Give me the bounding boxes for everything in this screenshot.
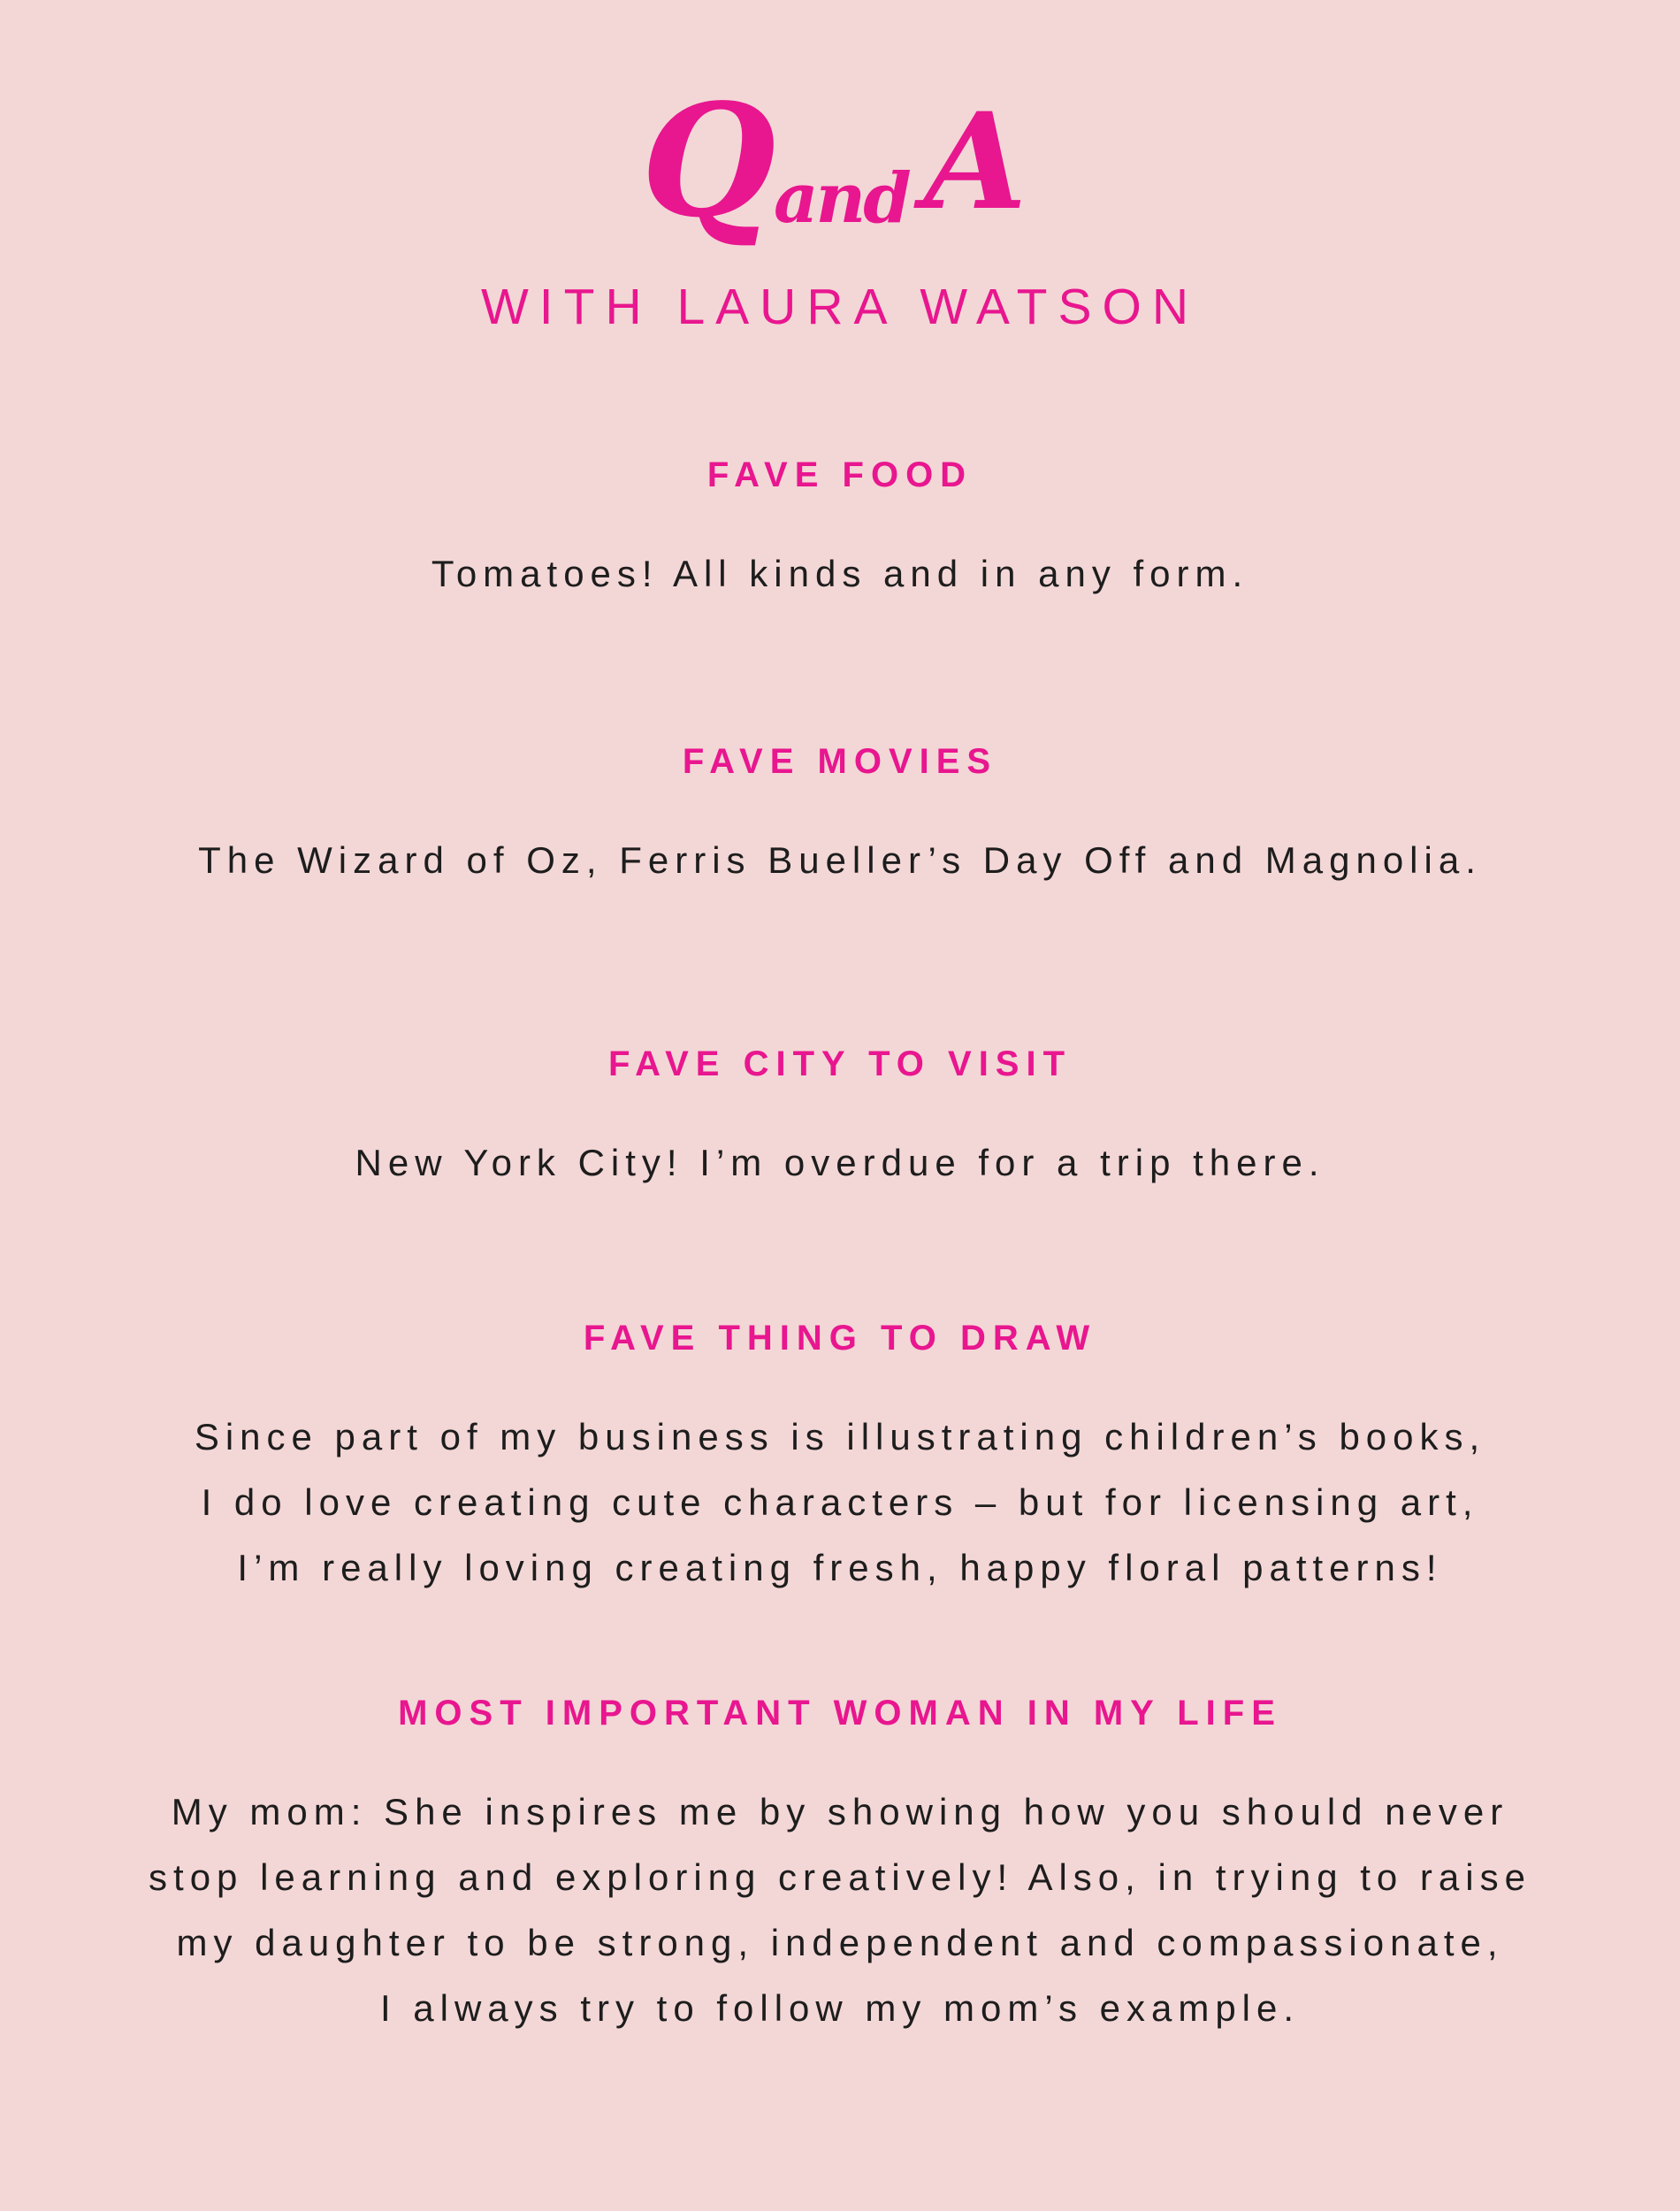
answer-line: New York City! I’m overdue for a trip there.: [355, 1142, 1325, 1183]
answer-text: [0, 1779, 1680, 2041]
answer-line: stop learning and exploring creatively! Also, in trying to raise: [149, 1856, 1531, 1898]
question-heading: FAVE FOOD: [706, 455, 974, 494]
question-heading: MOST IMPORTANT WOMAN IN MY LIFE: [398, 1694, 1282, 1733]
answer-line: My mom: She inspires me by showing how you should never: [171, 1791, 1509, 1832]
answer-text: [0, 828, 1680, 893]
answer-line: Since part of my business is illustrating children’s books,: [194, 1416, 1486, 1457]
qa-section-fave-movies: [0, 739, 1680, 893]
title-q: Q: [641, 71, 773, 252]
question-heading: FAVE MOVIES: [682, 742, 998, 781]
question-heading: FAVE THING TO DRAW: [583, 1319, 1097, 1358]
answer-line: The Wizard of Oz, Ferris Bueller’s Day Off and Magnolia.: [198, 839, 1482, 881]
answer-line: I always try to follow my mom’s example.: [379, 1987, 1301, 2029]
qa-section-fave-food: [0, 453, 1680, 607]
answer-line: I’m really loving creating fresh, happy floral patterns!: [237, 1547, 1443, 1588]
answer-text: [0, 1404, 1680, 1601]
title-a: A: [924, 84, 1027, 240]
qa-section-most-important-woman: [0, 1691, 1680, 2041]
answer-line: my daughter to be strong, independent and compassionate,: [176, 1922, 1504, 1963]
page-subtitle: WITH LAURA WATSON: [480, 279, 1200, 335]
title-and: and: [774, 158, 909, 239]
answer-line: I do love creating cute characters – but for licensing art,: [201, 1481, 1479, 1523]
qa-section-fave-thing-to-draw: [0, 1316, 1680, 1601]
answer-line: Tomatoes! All kinds and in any form.: [431, 553, 1249, 594]
question-heading: FAVE CITY TO VISIT: [607, 1044, 1073, 1083]
page-title: [0, 71, 1680, 252]
qa-section-fave-city: [0, 1042, 1680, 1196]
answer-text: [0, 541, 1680, 607]
answer-text: [0, 1130, 1680, 1196]
